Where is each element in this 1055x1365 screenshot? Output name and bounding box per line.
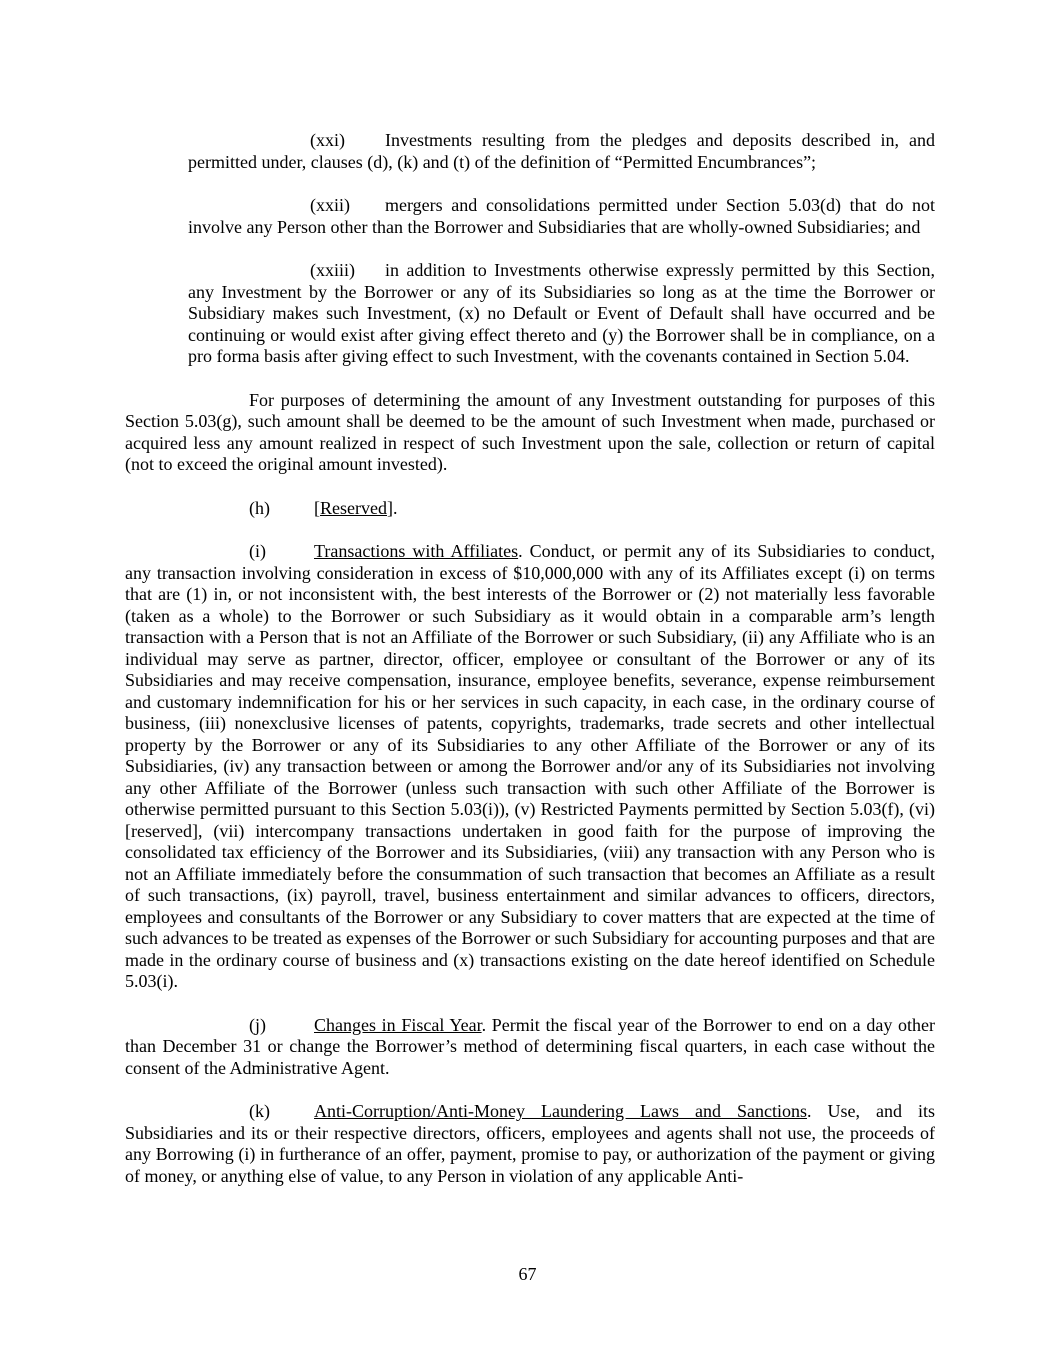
clause-xxiii-label: (xxiii) [310,260,355,280]
item-k-label: (k) [249,1101,270,1121]
item-k-heading: Anti-Corruption/Anti-Money Laundering Laws and Sanctions [314,1101,807,1121]
page-number: 67 [518,1264,537,1284]
clause-xxiii [188,260,935,368]
item-k [125,1101,935,1187]
item-k-text: . Use, and its Subsidiaries and its or their respective directors, officers, employees and agents shall not use, the proceeds of any Borrowing (i) in furtherance of an offer, payment, promise to pay, or authorization of the payment or giving of money, or anything else of value, to any Person in violation of any applicable Anti- [125,1101,935,1186]
document-content [125,130,935,1209]
item-i-text: . Conduct, or permit any of its Subsidiaries to conduct, any transaction involving consideration in excess of $10,000,000 with any of its Affiliates except (i) on terms that are (1) in, or not inconsistent with, the best interests of the Borrower or (2) not materially less favorable (taken as a whole) to the Borrower or such Subsidiary as it would obtain in a comparable arm’s length transaction with a Person that is not an Affiliate of the Borrower or such Subsidiary, (ii) any Affiliate who is an individual may serve as partner, director, officer, employee or consultant of the Borrower or any of its Subsidiaries and may receive compensation, insurance, employee benefits, severance, expense reimbursement and customary indemnification for his or her services in such capacity, in each case, in the ordinary course of business, (iii) nonexclusive licenses of patents, copyrights, trademarks, trade secrets and other intellectual property by the Borrower or any of its Subsidiaries to any other Affiliate of the Borrower or any of its Subsidiaries, (iv) any transaction between or among the Borrower and/or any of its Subsidiaries not involving any other Affiliate of the Borrower (unless such transaction with such other Affiliate of the Borrower is otherwise permitted pursuant to this Section 5.03(i)), (v) Restricted Payments permitted by Section 5.03(f), (vi) [reserved], (vii) intercompany transactions undertaken in good faith for the purpose of improving the consolidated tax efficiency of the Borrower and its Subsidiaries, (viii) any transaction with any Person who is not an Affiliate immediately before the consummation of such transaction that becomes an Affiliate as a result of such transactions, (ix) payroll, travel, business entertainment and similar advances to officers, directors, employees and consultants of the Borrower or any Subsidiary to cover matters that are expected at the time of such advances to be treated as expenses of the Borrower or such Subsidiary for accounting purposes and that are made in the ordinary course of business and (x) transactions existing on the date hereof identified on Schedule 5.03(i). [125,541,935,991]
clause-xxii-label: (xxii) [310,195,350,215]
item-h-bracket-close: ]. [386,497,398,518]
item-h-bracket-open: [ [314,497,320,518]
item-j-heading: Changes in Fiscal Year [314,1014,482,1035]
paragraph-for-purposes-text: For purposes of determining the amount of any Investment outstanding for purposes of this Section 5.03(g), such amount shall be deemed to be the amount of such Investment when made, purchased or acquired less any amount realized in respect of such Investment upon the sale, collection or return of capital (not to exceed the original amount invested). [125,389,935,474]
clause-xxii [188,195,935,238]
item-i-label: (i) [249,541,266,561]
item-j [125,1015,935,1080]
item-i [125,541,935,993]
clause-xxiii-text: in addition to Investments otherwise expressly permitted by this Section, any Investment by the Borrower or any of its Subsidiaries so long as at the time the Borrower or Subsidiary makes such Investment, (x) no Default or Event of Default shall have occurred and be continuing or would exist after giving effect thereto and (y) the Borrower shall be in compliance, on a pro forma basis after giving effect to such Investment, with the covenants contained in Section 5.04. [188,260,935,366]
clause-xxii-text: mergers and consolidations permitted under Section 5.03(d) that do not involve any Person other than the Borrower and Subsidiaries that are wholly-owned Subsidiaries; and [188,195,935,237]
item-i-heading: Transactions with Affiliates [314,541,519,561]
paragraph-for-purposes [125,390,935,476]
clause-xxi [188,130,935,173]
item-h [125,498,935,520]
item-j-label: (j) [249,1014,266,1035]
item-h-heading: Reserved [320,497,387,518]
clause-xxi-label: (xxi) [310,130,345,150]
item-h-label: (h) [249,497,270,518]
clause-xxi-text: Investments resulting from the pledges and deposits described in, and permitted under, clauses (d), (k) and (t) of the definition of “Permitted Encumbrances”; [188,130,935,172]
item-j-text: . Permit the fiscal year of the Borrower to end on a day other than December 31 or change the Borrower’s method of determining fiscal quarters, in each case without the consent of the Administrative Agent. [125,1014,935,1078]
